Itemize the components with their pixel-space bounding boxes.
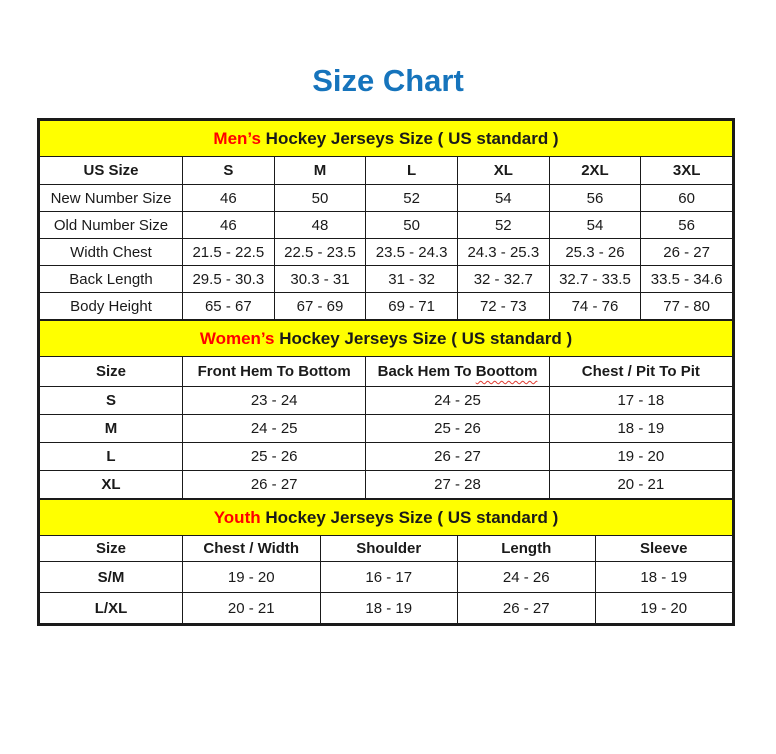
- size-tables: [37, 118, 735, 626]
- mens-value: 32.7 - 33.5: [549, 266, 641, 293]
- mens-row-label: Body Height: [40, 293, 183, 320]
- mens-size-table: [39, 120, 733, 320]
- youth-row: [40, 562, 733, 593]
- mens-value: 77 - 80: [641, 293, 733, 320]
- mens-value: 56: [641, 212, 733, 239]
- womens-value: 25 - 26: [366, 415, 549, 443]
- mens-value: 56: [549, 185, 641, 212]
- mens-column-header: 2XL: [549, 157, 641, 185]
- mens-value: 24.3 - 25.3: [457, 239, 549, 266]
- mens-row: [40, 293, 733, 320]
- youth-value: 18 - 19: [595, 562, 733, 593]
- mens-column-header: S: [183, 157, 275, 185]
- mens-value: 50: [366, 212, 458, 239]
- womens-size-table: [39, 320, 733, 499]
- mens-row: [40, 239, 733, 266]
- youth-band-accent: Youth: [213, 507, 261, 527]
- mens-value: 22.5 - 23.5: [274, 239, 366, 266]
- womens-column-header: Size: [40, 357, 183, 387]
- womens-value: 19 - 20: [549, 443, 732, 471]
- header-text: Back Hem To: [377, 363, 476, 380]
- youth-value: 26 - 27: [458, 593, 596, 624]
- mens-value: 52: [457, 212, 549, 239]
- mens-value: 69 - 71: [366, 293, 458, 320]
- mens-column-header: US Size: [40, 157, 183, 185]
- youth-column-header: Chest / Width: [183, 536, 321, 562]
- youth-value: 19 - 20: [183, 562, 321, 593]
- youth-value: 19 - 20: [595, 593, 733, 624]
- mens-value: 74 - 76: [549, 293, 641, 320]
- youth-value: 18 - 19: [320, 593, 458, 624]
- womens-band-text: Hockey Jerseys Size ( US standard ): [274, 328, 573, 348]
- mens-value: 23.5 - 24.3: [366, 239, 458, 266]
- mens-value: 54: [549, 212, 641, 239]
- womens-row: [40, 471, 733, 499]
- mens-value: 21.5 - 22.5: [183, 239, 275, 266]
- mens-value: 65 - 67: [183, 293, 275, 320]
- womens-value: 27 - 28: [366, 471, 549, 499]
- mens-row: [40, 185, 733, 212]
- youth-size-table: [39, 499, 733, 624]
- mens-value: 54: [457, 185, 549, 212]
- youth-row-label: S/M: [40, 562, 183, 593]
- womens-row: [40, 387, 733, 415]
- mens-value: 72 - 73: [457, 293, 549, 320]
- mens-column-header: XL: [457, 157, 549, 185]
- womens-header-row: [40, 357, 733, 387]
- mens-band-row: [40, 121, 733, 157]
- mens-row: [40, 266, 733, 293]
- youth-band-row: [40, 500, 733, 536]
- mens-column-header: L: [366, 157, 458, 185]
- womens-value: 26 - 27: [183, 471, 366, 499]
- mens-value: 31 - 32: [366, 266, 458, 293]
- womens-band-title: [40, 321, 733, 357]
- mens-row-label: New Number Size: [40, 185, 183, 212]
- womens-value: 24 - 25: [183, 415, 366, 443]
- mens-value: 60: [641, 185, 733, 212]
- youth-value: 24 - 26: [458, 562, 596, 593]
- womens-value: 23 - 24: [183, 387, 366, 415]
- mens-band-accent: Men’s: [213, 128, 261, 148]
- mens-band-title: [40, 121, 733, 157]
- mens-band-text: Hockey Jerseys Size ( US standard ): [260, 128, 559, 148]
- womens-row-label: L: [40, 443, 183, 471]
- mens-column-header: 3XL: [641, 157, 733, 185]
- youth-value: 20 - 21: [183, 593, 321, 624]
- mens-value: 32 - 32.7: [457, 266, 549, 293]
- youth-column-header: Shoulder: [320, 536, 458, 562]
- mens-row-label: Back Length: [40, 266, 183, 293]
- youth-column-header: Size: [40, 536, 183, 562]
- womens-row-label: M: [40, 415, 183, 443]
- youth-band-title: [40, 500, 733, 536]
- mens-value: 50: [274, 185, 366, 212]
- youth-row-label: L/XL: [40, 593, 183, 624]
- womens-row-label: XL: [40, 471, 183, 499]
- womens-value: 18 - 19: [549, 415, 732, 443]
- mens-value: 46: [183, 185, 275, 212]
- misspelled-word: Boottom: [475, 363, 538, 380]
- mens-row-label: Old Number Size: [40, 212, 183, 239]
- womens-row: [40, 443, 733, 471]
- mens-value: 67 - 69: [274, 293, 366, 320]
- mens-value: 29.5 - 30.3: [183, 266, 275, 293]
- mens-value: 33.5 - 34.6: [641, 266, 733, 293]
- womens-column-header: Chest / Pit To Pit: [549, 357, 732, 387]
- womens-row-label: S: [40, 387, 183, 415]
- youth-column-header: Sleeve: [595, 536, 733, 562]
- mens-value: 52: [366, 185, 458, 212]
- mens-value: 25.3 - 26: [549, 239, 641, 266]
- womens-value: 26 - 27: [366, 443, 549, 471]
- mens-row: [40, 212, 733, 239]
- page-title: Size Chart: [312, 63, 464, 98]
- mens-column-header: M: [274, 157, 366, 185]
- youth-column-header: Length: [458, 536, 596, 562]
- mens-value: 48: [274, 212, 366, 239]
- mens-row-label: Width Chest: [40, 239, 183, 266]
- womens-value: 20 - 21: [549, 471, 732, 499]
- womens-value: 24 - 25: [366, 387, 549, 415]
- womens-value: 25 - 26: [183, 443, 366, 471]
- womens-row: [40, 415, 733, 443]
- womens-band-accent: Women’s: [199, 328, 275, 348]
- womens-column-header: Front Hem To Bottom: [183, 357, 366, 387]
- youth-value: 16 - 17: [320, 562, 458, 593]
- youth-row: [40, 593, 733, 624]
- youth-header-row: [40, 536, 733, 562]
- mens-header-row: [40, 157, 733, 185]
- mens-value: 46: [183, 212, 275, 239]
- womens-column-header: [366, 357, 549, 387]
- mens-value: 30.3 - 31: [274, 266, 366, 293]
- youth-band-text: Hockey Jerseys Size ( US standard ): [260, 507, 559, 527]
- womens-value: 17 - 18: [549, 387, 732, 415]
- womens-band-row: [40, 321, 733, 357]
- mens-value: 26 - 27: [641, 239, 733, 266]
